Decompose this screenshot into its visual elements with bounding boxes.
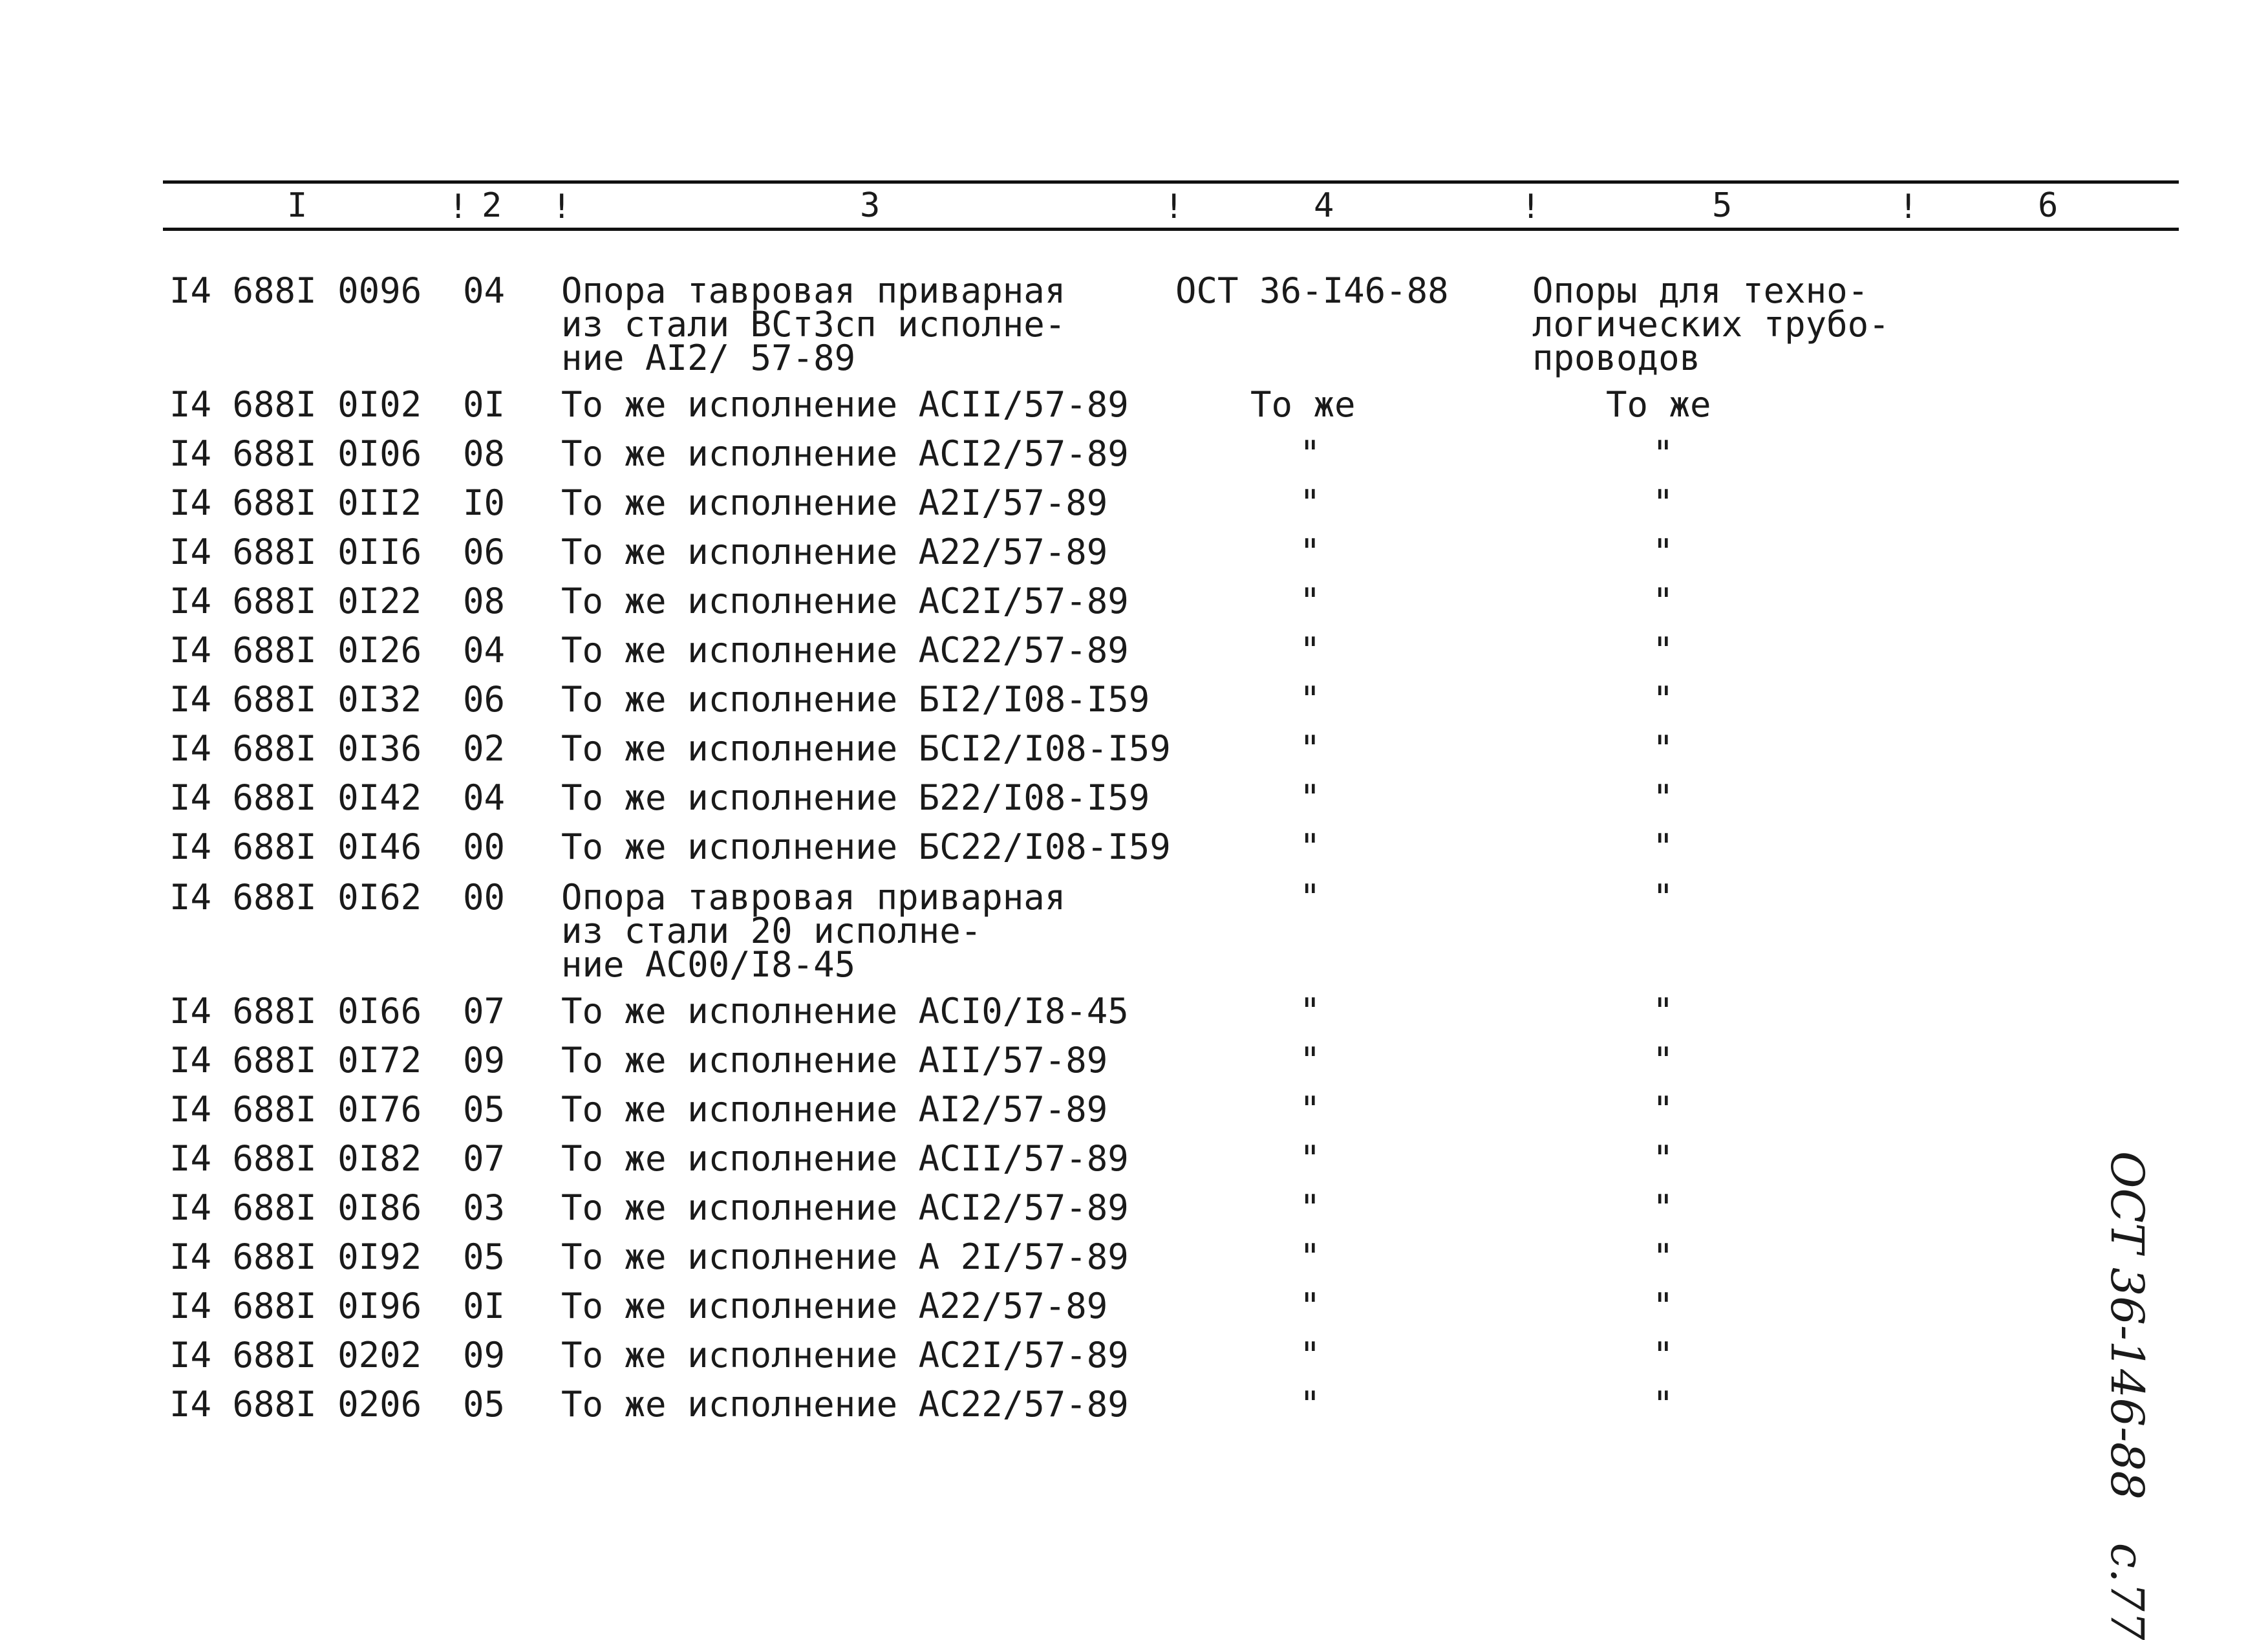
table-row (0, 532, 2268, 582)
item-note: " (1653, 1236, 1674, 1277)
table-row (0, 826, 2268, 877)
item-note: " (1653, 826, 1674, 867)
item-note: " (1653, 630, 1674, 671)
header-col-1: I (287, 186, 308, 225)
item-note: " (1653, 482, 1674, 523)
item-code: I4 688I 0I86 (169, 1187, 422, 1228)
item-check-number: 00 (463, 826, 506, 867)
item-standard: " (1300, 1138, 1321, 1179)
item-note: " (1653, 532, 1674, 572)
item-name: То же исполнение А 2I/57-89 (561, 1236, 1129, 1277)
item-note: Опоры для техно- логических трубо- проводов (1532, 270, 1890, 378)
item-note: " (1653, 1335, 1674, 1376)
item-code: I4 688I 0I72 (169, 1040, 422, 1081)
item-check-number: 08 (463, 581, 506, 621)
table-row (0, 1089, 2268, 1139)
item-note: " (1653, 1138, 1674, 1179)
item-standard: " (1300, 532, 1321, 572)
item-name: То же исполнение АI2/57-89 (561, 1089, 1108, 1130)
side-stamp: ОСТ 36-146-88 с.77 (2101, 1151, 2154, 1640)
item-check-number: 06 (463, 532, 506, 572)
header-sep: ! (551, 188, 572, 226)
header-col-3: 3 (860, 186, 881, 225)
table-row (0, 270, 2268, 378)
item-check-number: 02 (463, 728, 506, 769)
item-code: I4 688I 0II2 (169, 482, 422, 523)
item-check-number: 0I (463, 1286, 506, 1326)
item-check-number: 03 (463, 1187, 506, 1228)
item-code: I4 688I 0206 (169, 1384, 422, 1425)
item-name: То же исполнение А22/57-89 (561, 532, 1108, 572)
item-standard: ОСТ 36-I46-88 (1175, 270, 1449, 311)
header-sep: ! (1164, 188, 1184, 226)
item-note: " (1653, 1187, 1674, 1228)
item-code: I4 688I 0I66 (169, 991, 422, 1031)
item-note: " (1653, 728, 1674, 769)
table-row (0, 1384, 2268, 1434)
item-code: I4 688I 0I96 (169, 1286, 422, 1326)
item-check-number: 04 (463, 630, 506, 671)
item-name: То же исполнение АII/57-89 (561, 1040, 1108, 1081)
item-check-number: 09 (463, 1335, 506, 1376)
item-check-number: 07 (463, 1138, 506, 1179)
table-row (0, 384, 2268, 435)
item-name: То же исполнение АСI0/I8-45 (561, 991, 1129, 1031)
table-row (0, 728, 2268, 779)
item-code: I4 688I 0I42 (169, 777, 422, 818)
header-col-4: 4 (1314, 186, 1334, 225)
item-name: То же исполнение АСI2/57-89 (561, 1187, 1129, 1228)
item-standard: " (1300, 1286, 1321, 1326)
item-check-number: 04 (463, 270, 506, 311)
item-code: I4 688I 0I92 (169, 1236, 422, 1277)
header-sep: ! (448, 188, 469, 226)
item-note: " (1653, 1089, 1674, 1130)
item-check-number: I0 (463, 482, 506, 523)
item-standard: " (1300, 482, 1321, 523)
item-check-number: 0I (463, 384, 506, 425)
item-code: I4 688I 0202 (169, 1335, 422, 1376)
item-standard: " (1300, 581, 1321, 621)
item-note: " (1653, 1384, 1674, 1425)
header-sep: ! (1898, 188, 1919, 226)
item-name: То же исполнение БС22/I08-I59 (561, 826, 1171, 867)
item-standard: " (1300, 1335, 1321, 1376)
item-check-number: 05 (463, 1236, 506, 1277)
item-check-number: 00 (463, 877, 506, 918)
table-row (0, 630, 2268, 680)
item-code: I4 688I 0I26 (169, 630, 422, 671)
item-name: То же исполнение БI2/I08-I59 (561, 679, 1150, 720)
item-standard: " (1300, 1384, 1321, 1425)
item-check-number: 08 (463, 433, 506, 474)
item-standard: " (1300, 1089, 1321, 1130)
item-name: То же исполнение АСII/57-89 (561, 384, 1129, 425)
item-standard: " (1300, 991, 1321, 1031)
item-note: " (1653, 1286, 1674, 1326)
table-header-rule (163, 228, 2179, 231)
item-standard: " (1300, 1040, 1321, 1081)
item-name: То же исполнение А2I/57-89 (561, 482, 1108, 523)
table-row (0, 1138, 2268, 1189)
item-note: " (1653, 877, 1674, 918)
table-row (0, 1335, 2268, 1385)
item-note: " (1653, 679, 1674, 720)
header-sep: ! (1521, 188, 1541, 226)
item-name: То же исполнение АС2I/57-89 (561, 1335, 1129, 1376)
item-note: " (1653, 581, 1674, 621)
item-name: То же исполнение АСII/57-89 (561, 1138, 1129, 1179)
item-standard: " (1300, 877, 1321, 918)
table-row (0, 777, 2268, 828)
item-code: I4 688I 0I06 (169, 433, 422, 474)
item-note: " (1653, 991, 1674, 1031)
item-code: I4 688I 0096 (169, 270, 422, 311)
item-code: I4 688I 0II6 (169, 532, 422, 572)
item-note: " (1653, 433, 1674, 474)
item-check-number: 06 (463, 679, 506, 720)
item-code: I4 688I 0I82 (169, 1138, 422, 1179)
table-row (0, 1286, 2268, 1336)
item-check-number: 04 (463, 777, 506, 818)
table-row (0, 433, 2268, 484)
item-name: Опора тавровая приварная из стали 20 исполне- ние АС00/I8-45 (561, 877, 1066, 985)
header-col-5: 5 (1712, 186, 1733, 225)
item-note: " (1653, 1040, 1674, 1081)
item-standard: " (1300, 630, 1321, 671)
table-row (0, 482, 2268, 533)
item-code: I4 688I 0I32 (169, 679, 422, 720)
header-col-6: 6 (2038, 186, 2059, 225)
table-row (0, 991, 2268, 1041)
table-row (0, 1187, 2268, 1238)
item-standard: " (1300, 728, 1321, 769)
item-code: I4 688I 0I02 (169, 384, 422, 425)
item-code: I4 688I 0I62 (169, 877, 422, 918)
item-name: То же исполнение Б22/I08-I59 (561, 777, 1150, 818)
item-standard: " (1300, 777, 1321, 818)
table-row (0, 877, 2268, 985)
item-note: То же (1606, 384, 1711, 425)
item-check-number: 05 (463, 1089, 506, 1130)
item-name: Опора тавровая приварная из стали ВСт3сп исполне- ние АI2/ 57-89 (561, 270, 1066, 378)
item-standard: " (1300, 826, 1321, 867)
item-standard: " (1300, 1236, 1321, 1277)
item-standard: " (1300, 433, 1321, 474)
item-name: То же исполнение АС22/57-89 (561, 1384, 1129, 1425)
table-row (0, 1040, 2268, 1090)
item-name: То же исполнение А22/57-89 (561, 1286, 1108, 1326)
item-name: То же исполнение АС22/57-89 (561, 630, 1129, 671)
item-check-number: 09 (463, 1040, 506, 1081)
header-col-2: 2 (482, 186, 502, 225)
table-row (0, 581, 2268, 631)
item-name: То же исполнение АСI2/57-89 (561, 433, 1129, 474)
item-code: I4 688I 0I22 (169, 581, 422, 621)
item-standard: " (1300, 1187, 1321, 1228)
item-standard: То же (1250, 384, 1356, 425)
item-code: I4 688I 0I36 (169, 728, 422, 769)
table-top-rule (163, 180, 2179, 184)
table-row (0, 1236, 2268, 1287)
item-name: То же исполнение БСI2/I08-I59 (561, 728, 1171, 769)
item-check-number: 07 (463, 991, 506, 1031)
item-code: I4 688I 0I46 (169, 826, 422, 867)
item-code: I4 688I 0I76 (169, 1089, 422, 1130)
item-check-number: 05 (463, 1384, 506, 1425)
table-row (0, 679, 2268, 729)
item-note: " (1653, 777, 1674, 818)
item-standard: " (1300, 679, 1321, 720)
item-name: То же исполнение АС2I/57-89 (561, 581, 1129, 621)
